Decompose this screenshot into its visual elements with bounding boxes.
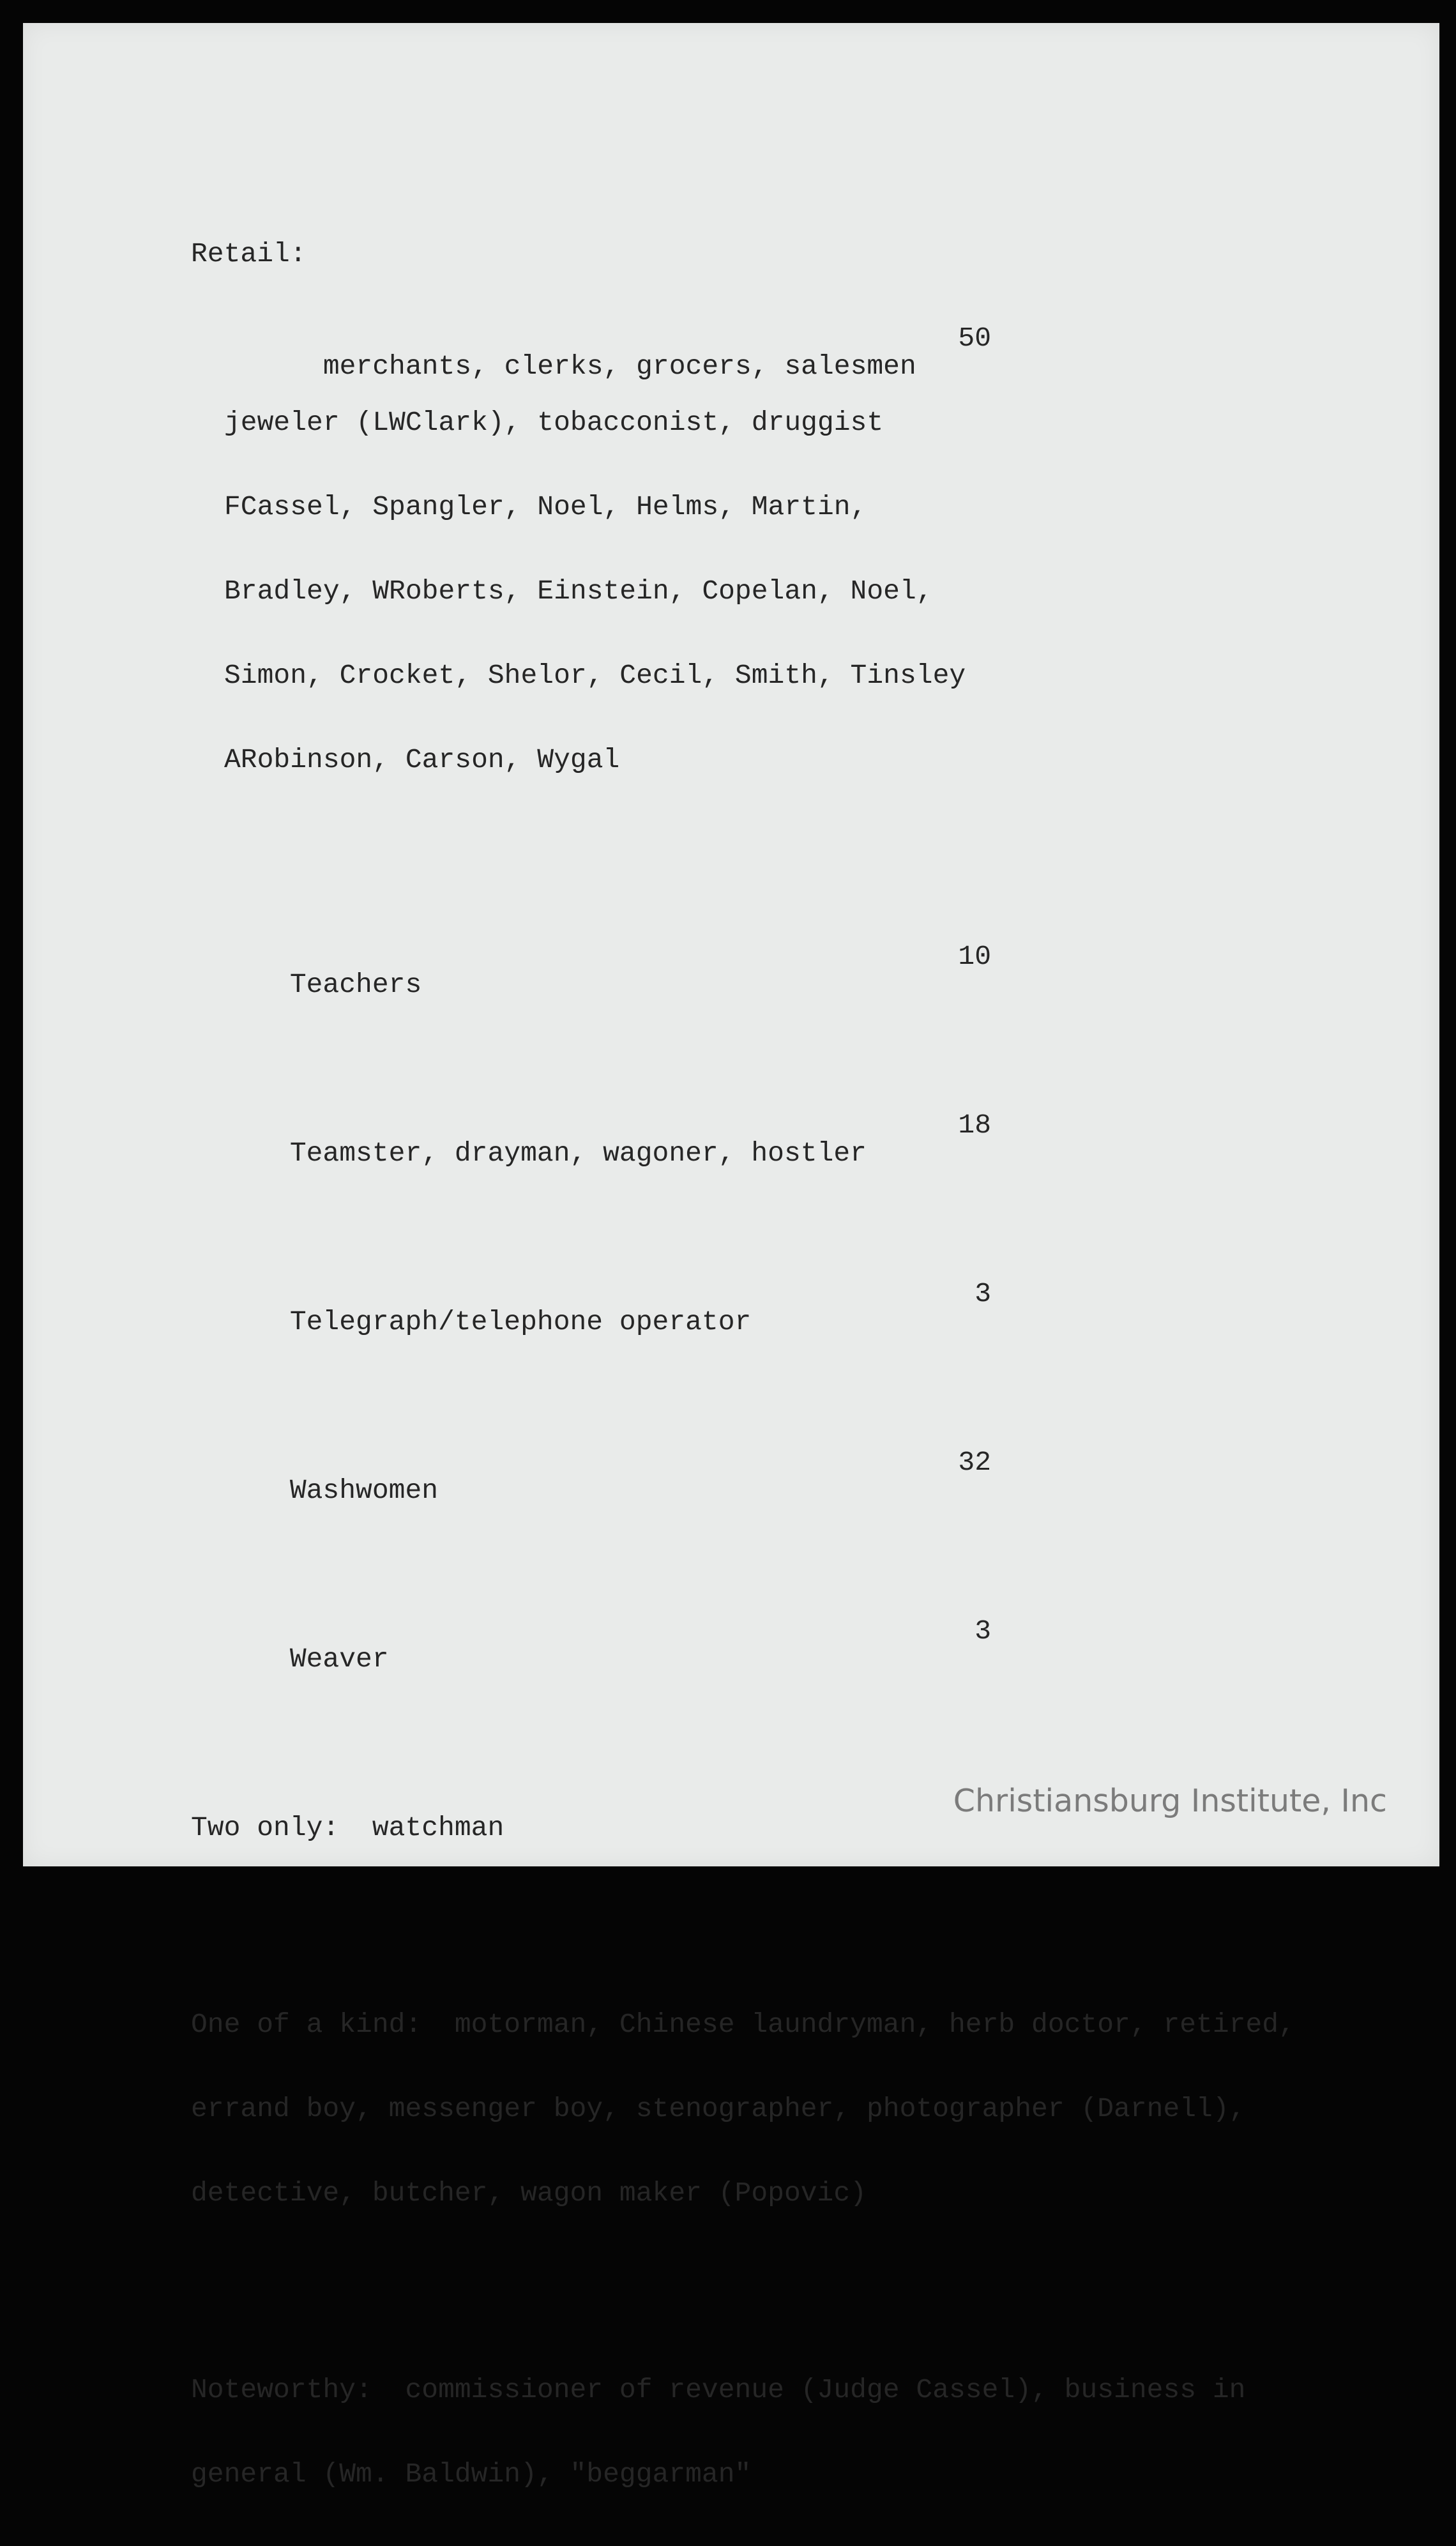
two-only-line: Two only: watchman — [191, 1812, 504, 1843]
entry-count: 18 — [958, 1109, 991, 1141]
entry-count: 32 — [958, 1447, 991, 1478]
retail-line: merchants, clerks, grocers, salesmen — [322, 351, 916, 382]
entry-washwomen — [191, 1447, 991, 1506]
entry-label: Telegraph/telephone operator — [289, 1306, 752, 1338]
one-of-a-kind-line: errand boy, messenger boy, stenographer, photographer (Darnell), — [191, 2093, 1246, 2124]
entry-label: Teamster, drayman, wagoner, hostler — [289, 1138, 867, 1169]
retail-line: FCassel, Spangler, Noel, Helms, Martin, — [224, 491, 867, 522]
retail-line: jeweler (LWClark), tobacconist, druggist — [224, 407, 884, 438]
entry-teamster — [191, 1109, 991, 1169]
entry-label: Washwomen — [289, 1475, 439, 1506]
entry-count: 3 — [974, 1615, 991, 1647]
entry-weaver — [191, 1615, 991, 1675]
one-of-a-kind-line: detective, butcher, wagon maker (Popovic) — [191, 2177, 867, 2209]
retail-line: ARobinson, Carson, Wygal — [224, 744, 620, 775]
watermark-text: Christiansburg Institute, Inc — [953, 1783, 1387, 1819]
retail-line: Simon, Crocket, Shelor, Cecil, Smith, Tinsley — [224, 660, 966, 691]
entry-label: Weaver — [289, 1643, 389, 1675]
retail-line: Bradley, WRoberts, Einstein, Copelan, Noel, — [224, 576, 933, 607]
entry-count: 10 — [958, 941, 991, 972]
entry-count: 3 — [974, 1278, 991, 1309]
noteworthy-line: general (Wm. Baldwin), "beggarman" — [191, 2458, 752, 2490]
document-text — [191, 184, 1295, 2545]
retail-heading: Retail: — [191, 238, 307, 270]
entry-telegraph — [191, 1278, 991, 1338]
retail-count: 50 — [958, 323, 991, 354]
retail-line-1-row — [191, 323, 991, 382]
entry-label: Teachers — [289, 969, 422, 1000]
entry-teachers — [191, 941, 991, 1000]
one-of-a-kind-line: One of a kind: motorman, Chinese laundryman, herb doctor, retired, — [191, 2009, 1295, 2040]
noteworthy-line: Noteworthy: commissioner of revenue (Judge Cassel), business in — [191, 2374, 1246, 2405]
